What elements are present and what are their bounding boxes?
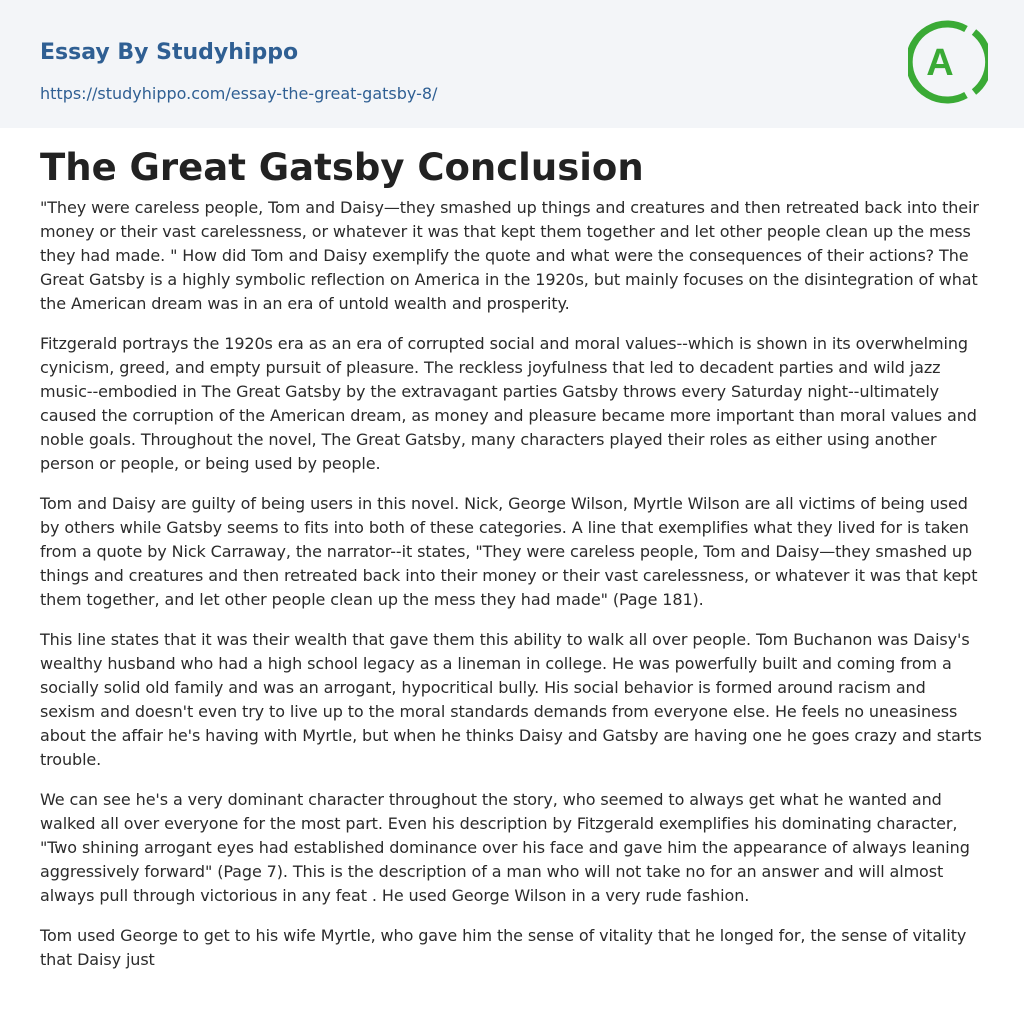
paragraph-3: Tom and Daisy are guilty of being users in this novel. Nick, George Wilson, Myrtle Wilson are all victims of being used by others while Gatsby seems to fits into both of these categories. A line that exemplifies what they lived for is taken from a quote by Nick Carraway, the narrator--it states, "They were careless people, Tom and Daisy—they smashed up things and creatures and then retreated back into their money or their vast carelessness, or whatever it was that kept them together, and let other people clean up the mess they had made" (Page 181). [40,494,978,609]
site-brand[interactable]: Essay By Studyhippo [40,40,299,65]
paragraph-5: We can see he's a very dominant character throughout the story, who seemed to always get what he wanted and walked all over everyone for the most part. Even his description by Fitzgerald exemplifies his dominating character, "Two shining arrogant eyes had established dominance over his face and gave him the appearance of always leaning aggressively forward" (Page 7). This is the description of a man who will not take no for an answer and will almost always pull through victorious in any feat . He used George Wilson in a very rude fashion. [40,790,970,905]
essay-url-link[interactable]: https://studyhippo.com/essay-the-great-gatsby-8/ [40,84,438,103]
site-header [0,0,1024,128]
paragraph-6: Tom used George to get to his wife Myrtle, who gave him the sense of vitality that he longed for, the sense of vitality that Daisy just [40,926,967,969]
paragraph-1: "They were careless people, Tom and Daisy—they smashed up things and creatures and then retreated back into their money or their vast carelessness, or whatever it was that kept them together and let other people clean up the mess they had made. " How did Tom and Daisy exemplify the quote and what were the consequences of their actions? The Great Gatsby is a highly symbolic reflection on America in the 1920s, but mainly focuses on the disintegration of what the American dream was in an era of untold wealth and prosperity. [40,198,979,313]
studyhippo-logo[interactable] [908,18,988,106]
page-title: The Great Gatsby Conclusion [40,146,644,189]
article [0,128,1024,972]
paragraph-2: Fitzgerald portrays the 1920s era as an era of corrupted social and moral values--which is shown in its overwhelming cynicism, greed, and empty pursuit of pleasure. The reckless joyfulness that led to decadent parties and wild jazz music--embodied in The Great Gatsby by the extravagant parties Gatsby throws every Saturday night--ultimately caused the corruption of the American dream, as money and pleasure became more important than moral values and noble goals. Throughout the novel, The Great Gatsby, many characters played their roles as either using another person or people, or being used by people. [40,334,977,473]
paragraph-4: This line states that it was their wealth that gave them this ability to walk all over people. Tom Buchanon was Daisy's wealthy husband who had a high school legacy as a lineman in college. He was powerfully built and coming from a socially solid old family and was an arrogant, hypocritical bully. His social behavior is formed around racism and sexism and doesn't even try to live up to the moral standards demands from everyone else. He feels no uneasiness about the affair he's having with Myrtle, but when he thinks Daisy and Gatsby are having one he goes crazy and starts trouble. [40,630,982,769]
logo-a-icon [908,18,988,106]
logo-letter: A [926,42,954,84]
